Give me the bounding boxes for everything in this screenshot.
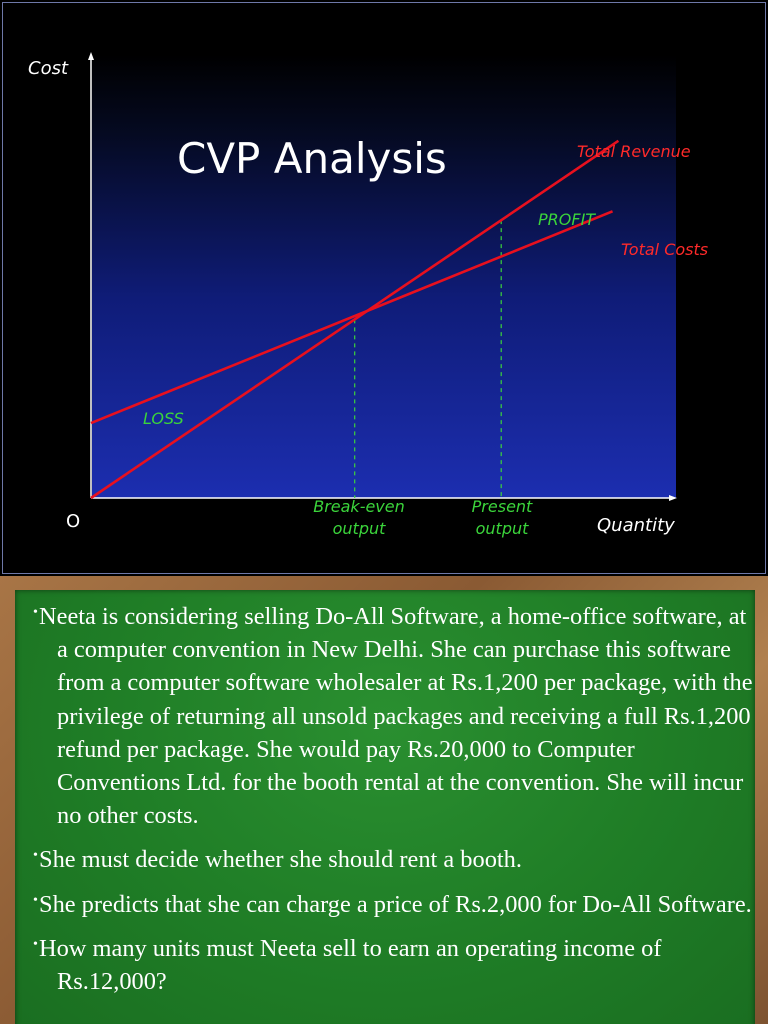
present-label: Present [471, 497, 533, 516]
chart-title: CVP Analysis [177, 134, 447, 183]
bullet-text: Neeta is considering selling Do-All Software, a home-office software, at a computer convention in New Delhi. She can purchase this software from a computer software wholesaler at Rs.1,200 per package, with the privilege of returning all unsold packages and receiving a full Rs.1,200 refund per package. She would pay Rs.20,000 to Computer Conventions Ltd. for the booth rental at the convention. She will incur no other costs. [39, 603, 753, 830]
bullet-dot-icon: • [33, 936, 38, 952]
break-even-output-label: output [332, 519, 386, 538]
bullet-text: She predicts that she can charge a price of Rs.2,000 for Do-All Software. [39, 890, 752, 918]
bullet-list [27, 596, 753, 1005]
bullet-dot-icon: • [33, 892, 38, 908]
origin-label: O [66, 511, 81, 532]
break-even-label: Break-even [313, 497, 405, 516]
bullet-item [27, 839, 753, 876]
bullet-item [27, 928, 753, 998]
total-costs-label: Total Costs [621, 240, 709, 259]
bullet-text: She must decide whether she should rent a booth. [39, 846, 522, 874]
bullet-item [27, 884, 753, 921]
present-output-label: output [475, 519, 529, 538]
plot-area [92, 55, 676, 498]
chalkboard [15, 590, 755, 1024]
x-axis-label: Quantity [597, 515, 675, 536]
total-revenue-label: Total Revenue [577, 142, 691, 161]
bullet-text: How many units must Neeta sell to earn an operating income of Rs.12,000? [39, 934, 662, 996]
bullet-dot-icon: • [33, 605, 38, 620]
y-axis-label: Cost [28, 58, 69, 79]
loss-label: LOSS [143, 409, 184, 428]
profit-label: PROFIT [538, 210, 596, 229]
bullet-item [27, 596, 753, 832]
bullet-dot-icon: • [33, 848, 38, 864]
chalkboard-slide [0, 576, 768, 1024]
